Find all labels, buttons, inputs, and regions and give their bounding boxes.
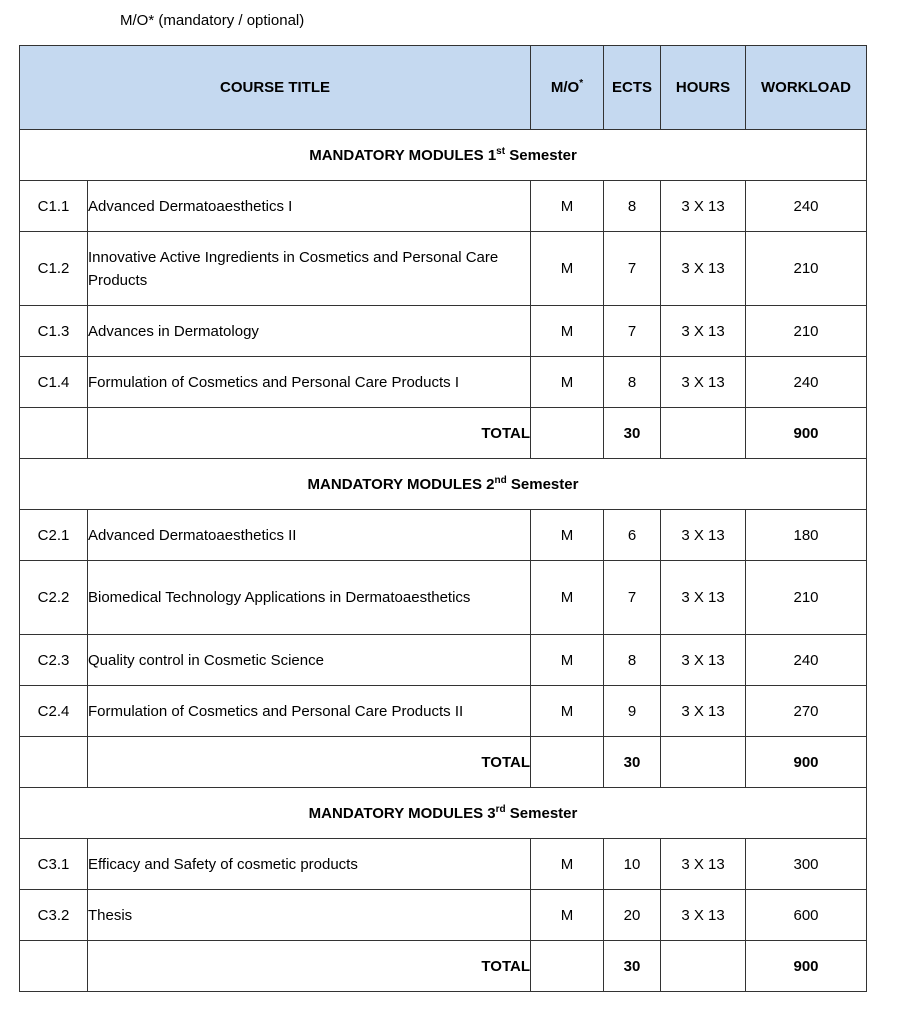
- course-mo: M: [531, 839, 604, 890]
- course-mo: M: [531, 686, 604, 737]
- section-title-text: MANDATORY MODULES 2: [307, 475, 495, 493]
- course-workload: 210: [746, 306, 867, 357]
- empty-cell: [20, 408, 88, 459]
- course-ects: 10: [604, 839, 661, 890]
- empty-cell: [20, 737, 88, 788]
- section-row-semester-2: [20, 459, 867, 510]
- header-ects: ECTS: [604, 46, 661, 130]
- total-ects: 30: [604, 941, 661, 992]
- total-label: TOTAL: [88, 941, 531, 992]
- section-row-semester-3: [20, 788, 867, 839]
- course-ects: 7: [604, 561, 661, 635]
- course-title: Advances in Dermatology: [88, 306, 531, 357]
- total-ects: 30: [604, 737, 661, 788]
- course-code: C2.1: [20, 510, 88, 561]
- course-hours: 3 X 13: [661, 306, 746, 357]
- section-title: [20, 130, 867, 181]
- table-row: [20, 635, 867, 686]
- header-workload: WORKLOAD: [746, 46, 867, 130]
- course-code: C2.4: [20, 686, 88, 737]
- course-hours: 3 X 13: [661, 561, 746, 635]
- section-title-suffix: Semester: [506, 475, 579, 493]
- course-title: Biomedical Technology Applications in Dermatoaesthetics: [88, 561, 531, 635]
- course-workload: 240: [746, 181, 867, 232]
- total-label: TOTAL: [88, 408, 531, 459]
- header-course-title: COURSE TITLE: [20, 46, 531, 130]
- course-workload: 270: [746, 686, 867, 737]
- course-workload: 210: [746, 232, 867, 306]
- section-title-text: MANDATORY MODULES 3: [308, 804, 496, 822]
- empty-cell: [661, 737, 746, 788]
- course-title: Innovative Active Ingredients in Cosmetics and Personal Care Products: [88, 232, 531, 306]
- course-mo: M: [531, 635, 604, 686]
- course-ects: 8: [604, 181, 661, 232]
- course-ects: 6: [604, 510, 661, 561]
- course-code: C1.2: [20, 232, 88, 306]
- header-mo-asterisk: *: [579, 78, 584, 89]
- course-ects: 20: [604, 890, 661, 941]
- course-ects: 7: [604, 306, 661, 357]
- course-hours: 3 X 13: [661, 510, 746, 561]
- course-mo: M: [531, 357, 604, 408]
- table-header-row: [20, 46, 867, 130]
- table-row: [20, 686, 867, 737]
- course-hours: 3 X 13: [661, 686, 746, 737]
- course-workload: 600: [746, 890, 867, 941]
- course-code: C3.2: [20, 890, 88, 941]
- total-workload: 900: [746, 941, 867, 992]
- total-ects: 30: [604, 408, 661, 459]
- curriculum-table: [19, 45, 867, 992]
- course-mo: M: [531, 561, 604, 635]
- table-row: [20, 839, 867, 890]
- section-title-sup: rd: [495, 803, 506, 815]
- course-code: C2.3: [20, 635, 88, 686]
- section-title-text: MANDATORY MODULES 1: [309, 146, 497, 164]
- course-title: Efficacy and Safety of cosmetic products: [88, 839, 531, 890]
- header-hours: HOURS: [661, 46, 746, 130]
- header-mo: [531, 46, 604, 130]
- table-row: [20, 890, 867, 941]
- empty-cell: [661, 408, 746, 459]
- total-row-semester-3: [20, 941, 867, 992]
- section-title: [20, 788, 867, 839]
- empty-cell: [531, 408, 604, 459]
- course-hours: 3 X 13: [661, 890, 746, 941]
- course-mo: M: [531, 510, 604, 561]
- course-title: Quality control in Cosmetic Science: [88, 635, 531, 686]
- section-title-suffix: Semester: [505, 146, 577, 164]
- course-title: Formulation of Cosmetics and Personal Care Products I: [88, 357, 531, 408]
- course-code: C1.3: [20, 306, 88, 357]
- course-ects: 9: [604, 686, 661, 737]
- header-mo-label: M/O: [550, 79, 580, 96]
- total-label: TOTAL: [88, 737, 531, 788]
- course-workload: 180: [746, 510, 867, 561]
- course-hours: 3 X 13: [661, 232, 746, 306]
- empty-cell: [20, 941, 88, 992]
- section-row-semester-1: [20, 130, 867, 181]
- course-title: Advanced Dermatoaesthetics I: [88, 181, 531, 232]
- course-workload: 210: [746, 561, 867, 635]
- total-workload: 900: [746, 408, 867, 459]
- total-workload: 900: [746, 737, 867, 788]
- table-row: [20, 306, 867, 357]
- section-title-sup: st: [496, 145, 506, 157]
- section-title-suffix: Semester: [505, 804, 578, 822]
- total-row-semester-1: [20, 408, 867, 459]
- table-row: [20, 232, 867, 306]
- course-workload: 240: [746, 635, 867, 686]
- course-workload: 300: [746, 839, 867, 890]
- course-code: C3.1: [20, 839, 88, 890]
- course-title: Thesis: [88, 890, 531, 941]
- course-code: C2.2: [20, 561, 88, 635]
- table-row: [20, 561, 867, 635]
- course-hours: 3 X 13: [661, 181, 746, 232]
- course-mo: M: [531, 232, 604, 306]
- mo-legend-note: M/O* (mandatory / optional): [120, 12, 305, 29]
- empty-cell: [531, 737, 604, 788]
- section-title-sup: nd: [494, 474, 507, 486]
- table-row: [20, 510, 867, 561]
- course-title: Formulation of Cosmetics and Personal Care Products II: [88, 686, 531, 737]
- course-title: Advanced Dermatoaesthetics II: [88, 510, 531, 561]
- course-hours: 3 X 13: [661, 357, 746, 408]
- course-code: C1.4: [20, 357, 88, 408]
- course-code: C1.1: [20, 181, 88, 232]
- course-mo: M: [531, 890, 604, 941]
- course-mo: M: [531, 181, 604, 232]
- table-row: [20, 181, 867, 232]
- course-mo: M: [531, 306, 604, 357]
- table-row: [20, 357, 867, 408]
- course-ects: 8: [604, 635, 661, 686]
- empty-cell: [531, 941, 604, 992]
- total-row-semester-2: [20, 737, 867, 788]
- course-ects: 8: [604, 357, 661, 408]
- empty-cell: [661, 941, 746, 992]
- course-ects: 7: [604, 232, 661, 306]
- course-hours: 3 X 13: [661, 635, 746, 686]
- course-workload: 240: [746, 357, 867, 408]
- section-title: [20, 459, 867, 510]
- course-hours: 3 X 13: [661, 839, 746, 890]
